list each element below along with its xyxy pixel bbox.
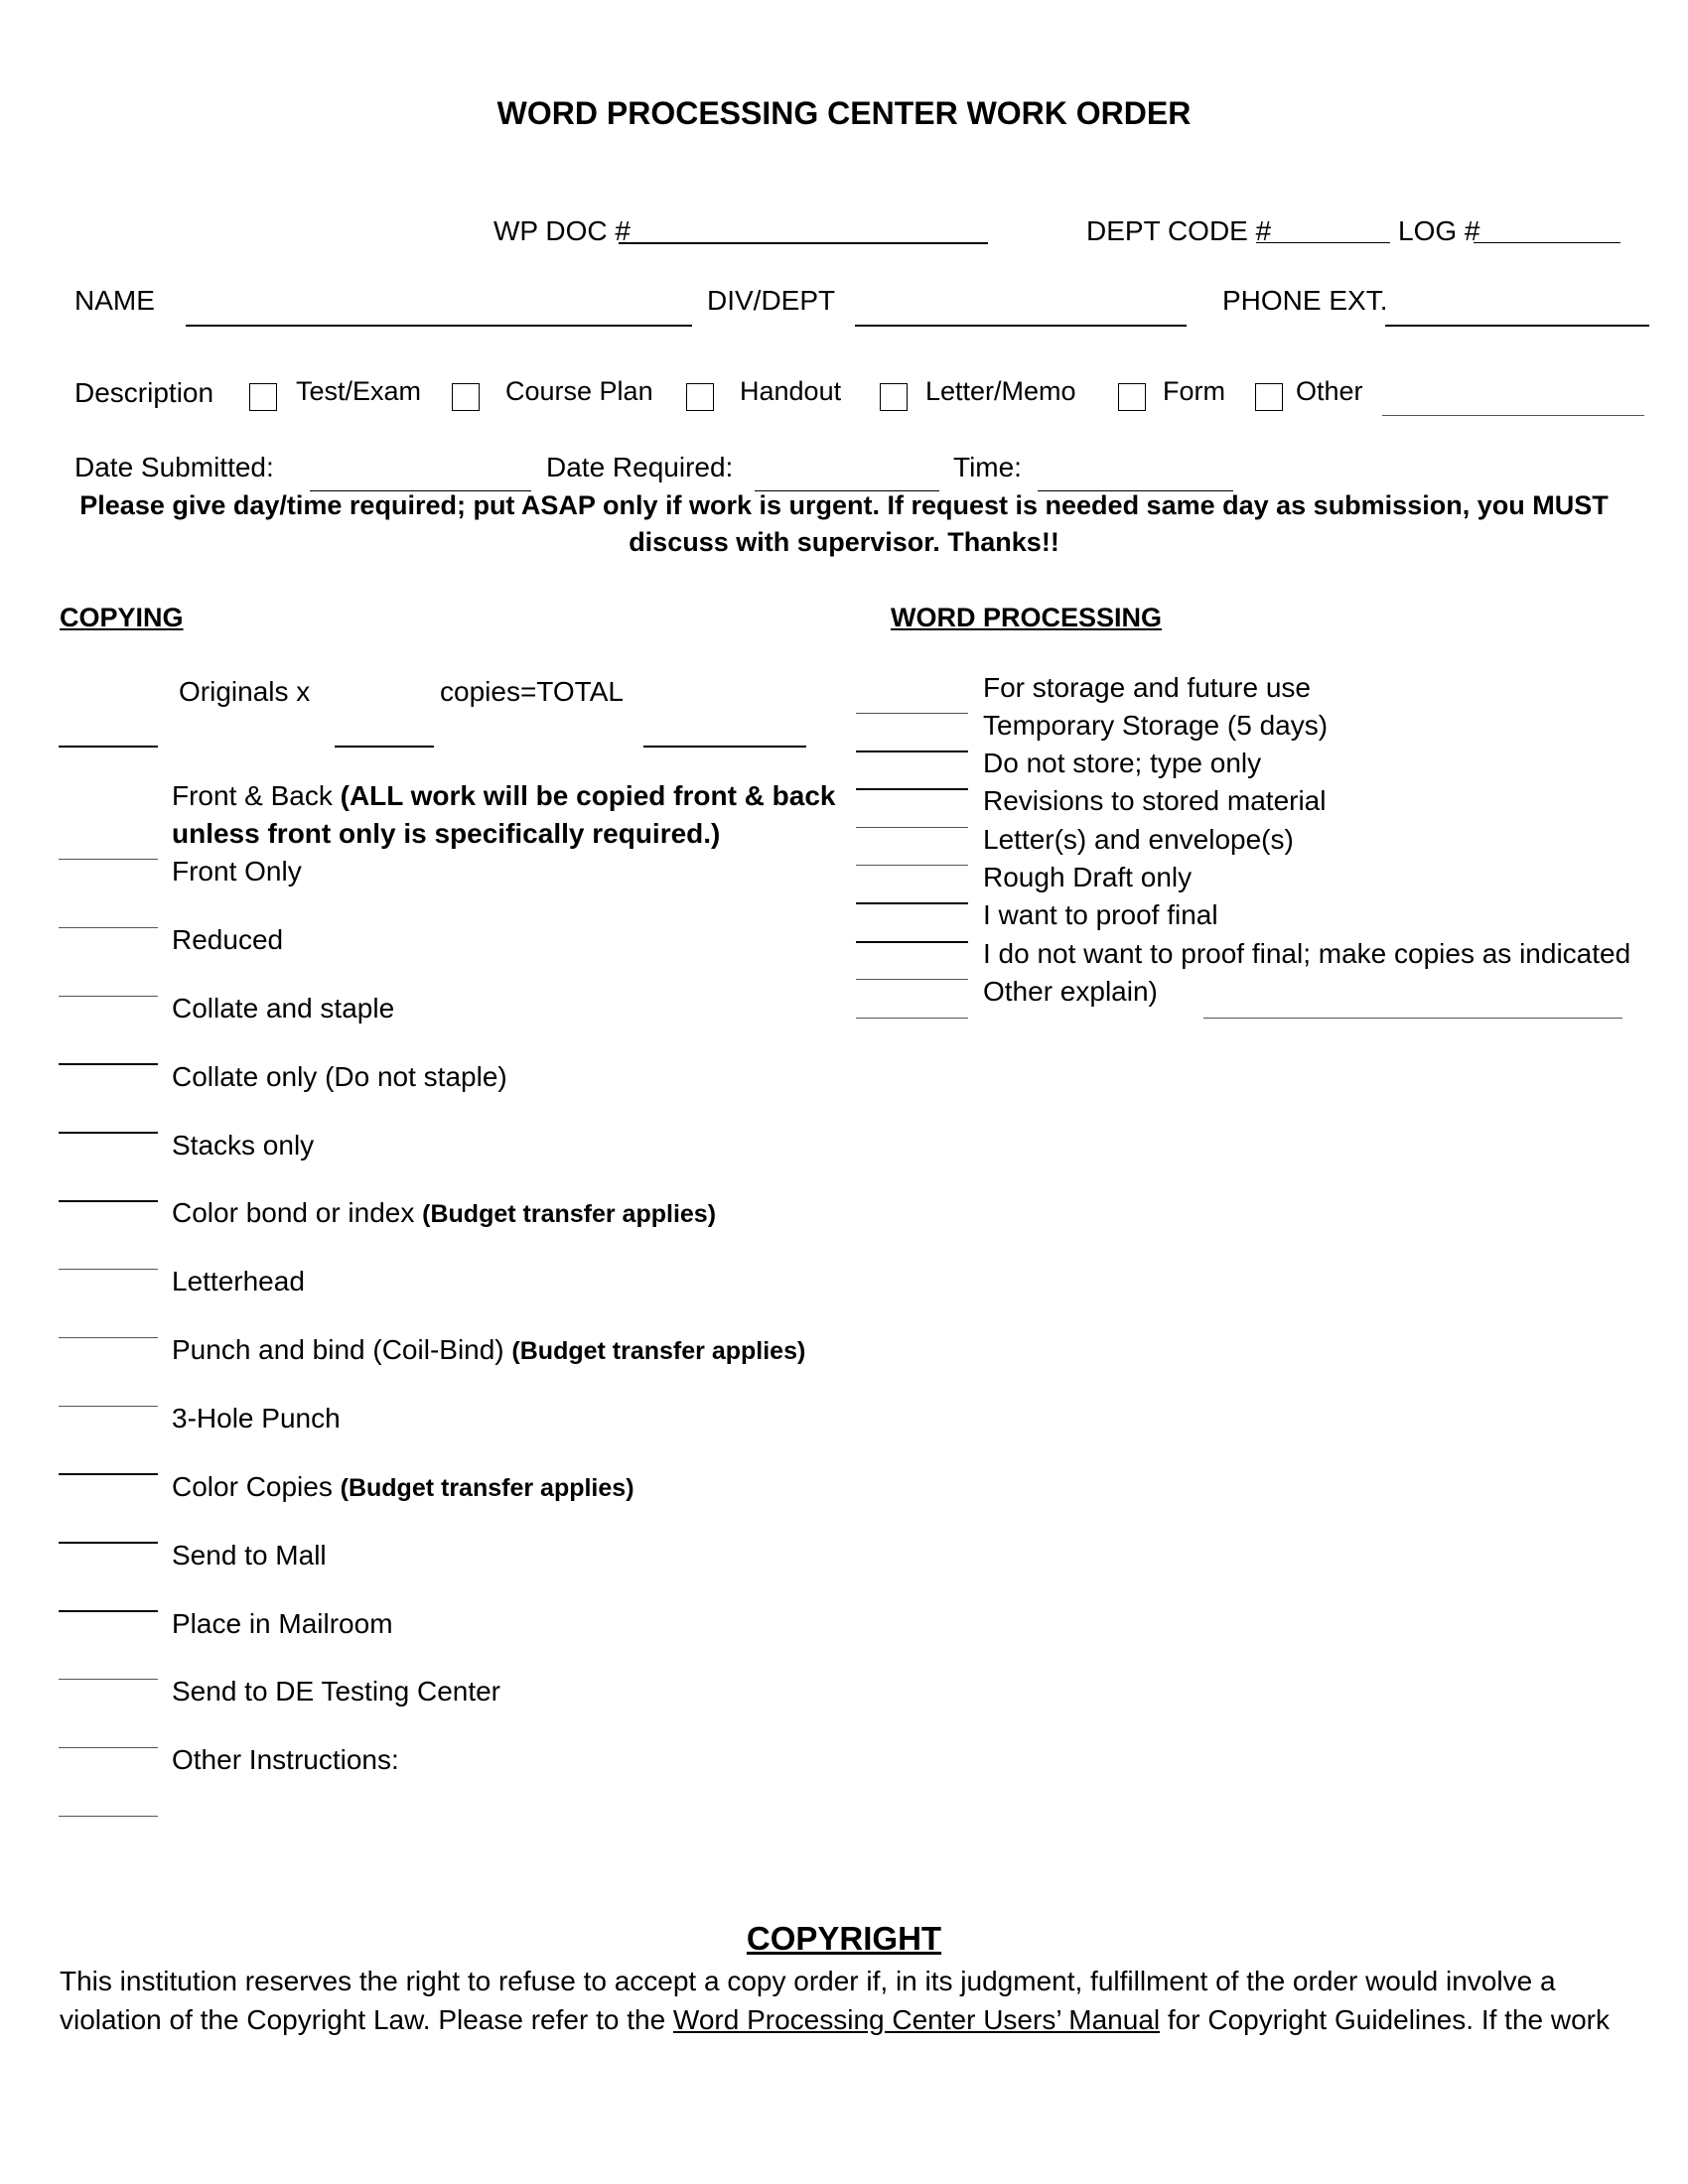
list-item: Revisions to stored material <box>983 785 1327 816</box>
letterhead-field[interactable] <box>59 1337 158 1338</box>
other-instructions-field[interactable] <box>59 1816 158 1817</box>
list-item: Do not store; type only <box>983 748 1262 778</box>
option-form: Form <box>1163 376 1225 406</box>
list-item: Punch and bind (Coil-Bind) (Budget transfer applies) <box>172 1334 806 1365</box>
originals-label: Originals x <box>179 676 311 707</box>
notice-line-2: discuss with supervisor. Thanks!! <box>629 527 1059 557</box>
proof-final-field[interactable] <box>856 941 968 943</box>
dept-code-field[interactable] <box>1256 242 1390 243</box>
list-item: Rough Draft only <box>983 862 1193 892</box>
list-item: Letter(s) and envelope(s) <box>983 824 1294 855</box>
list-item: I want to proof final <box>983 899 1218 930</box>
front-back-note: unless front only is specifically required.) <box>172 818 721 849</box>
name-field[interactable] <box>186 325 692 327</box>
do-not-store-field[interactable] <box>856 788 968 790</box>
other-explain-text-field[interactable] <box>1203 1018 1622 1019</box>
copying-heading: COPYING <box>60 603 184 632</box>
list-item: Temporary Storage (5 days) <box>983 710 1329 741</box>
de-testing-field[interactable] <box>59 1747 158 1748</box>
hole-punch-field[interactable] <box>59 1473 158 1475</box>
copies-field[interactable] <box>335 746 434 748</box>
list-item: Send to Mall <box>172 1540 327 1570</box>
list-item: Other Instructions: <box>172 1744 399 1775</box>
time-label: Time: <box>953 452 1022 482</box>
date-submitted-label: Date Submitted: <box>74 452 274 482</box>
dept-code-label: DEPT CODE # <box>1086 215 1272 246</box>
phone-ext-field[interactable] <box>1385 325 1649 327</box>
list-item: For storage and future use <box>983 672 1311 703</box>
list-item: 3-Hole Punch <box>172 1403 341 1433</box>
checkbox-handout[interactable] <box>686 383 714 411</box>
copies-total-label: copies=TOTAL <box>440 676 624 707</box>
list-item: Color bond or index (Budget transfer applies) <box>172 1197 717 1228</box>
copyright-line-2: violation of the Copyright Law. Please refer to the Word Processing Center Users’ Manual for Copyright Guidelines. If the work <box>60 2004 1610 2035</box>
stacks-only-field[interactable] <box>59 1200 158 1202</box>
other-explain-field[interactable] <box>856 1018 968 1019</box>
phone-ext-label: PHONE EXT. <box>1222 285 1388 316</box>
checkbox-letter-memo[interactable] <box>880 383 908 411</box>
option-handout: Handout <box>740 376 842 406</box>
page-title: WORD PROCESSING CENTER WORK ORDER <box>496 95 1192 131</box>
log-field[interactable] <box>1474 242 1620 243</box>
color-copies-field[interactable] <box>59 1542 158 1544</box>
list-item: Color Copies (Budget transfer applies) <box>172 1471 634 1502</box>
list-item: Place in Mailroom <box>172 1608 393 1639</box>
option-other: Other <box>1296 376 1363 406</box>
reduced-field[interactable] <box>59 996 158 997</box>
list-item: Send to DE Testing Center <box>172 1676 501 1706</box>
originals-field[interactable] <box>59 746 158 748</box>
option-course-plan: Course Plan <box>505 376 653 406</box>
word-processing-heading: WORD PROCESSING <box>891 603 1163 632</box>
collate-staple-field[interactable] <box>59 1063 158 1065</box>
list-item: I do not want to proof final; make copies as indicated <box>983 938 1631 969</box>
div-dept-field[interactable] <box>855 325 1187 327</box>
checkbox-other[interactable] <box>1255 383 1283 411</box>
color-bond-field[interactable] <box>59 1269 158 1270</box>
storage-future-field[interactable] <box>856 713 968 714</box>
wp-doc-field[interactable] <box>619 242 988 244</box>
name-label: NAME <box>74 285 155 316</box>
wp-doc-label: WP DOC # <box>493 215 631 246</box>
letter-envelope-field[interactable] <box>856 865 968 866</box>
list-item: Stacks only <box>172 1130 315 1160</box>
option-test-exam: Test/Exam <box>296 376 422 406</box>
date-required-label: Date Required: <box>546 452 734 482</box>
users-manual-link[interactable]: Word Processing Center Users’ Manual <box>672 2004 1161 2035</box>
div-dept-label: DIV/DEPT <box>707 285 836 316</box>
revisions-field[interactable] <box>856 827 968 828</box>
list-item: Collate and staple <box>172 993 395 1024</box>
option-letter-memo: Letter/Memo <box>925 376 1076 406</box>
list-item: Collate only (Do not staple) <box>172 1061 507 1092</box>
mailroom-field[interactable] <box>59 1679 158 1680</box>
list-item: Other explain) <box>983 976 1158 1007</box>
checkbox-test-exam[interactable] <box>249 383 277 411</box>
front-back-field[interactable] <box>59 859 158 860</box>
list-item: Letterhead <box>172 1266 305 1297</box>
copyright-heading: COPYRIGHT <box>746 1920 942 1957</box>
front-back-option: Front & Back (ALL work will be copied front & back <box>172 780 836 811</box>
log-label: LOG # <box>1398 215 1480 246</box>
no-proof-field[interactable] <box>856 979 968 980</box>
checkbox-form[interactable] <box>1118 383 1146 411</box>
description-label: Description <box>74 377 214 408</box>
list-item: Reduced <box>172 924 284 955</box>
punch-bind-field[interactable] <box>59 1406 158 1407</box>
notice-line-1: Please give day/time required; put ASAP only if work is urgent. If request is needed same day as submission, you MUST <box>79 490 1609 520</box>
collate-only-field[interactable] <box>59 1132 158 1134</box>
rough-draft-field[interactable] <box>856 902 968 904</box>
front-only-option: Front Only <box>172 856 302 887</box>
copyright-line-1: This institution reserves the right to refuse to accept a copy order if, in its judgment, fulfillment of the order would involve a <box>60 1966 1556 1996</box>
checkbox-course-plan[interactable] <box>452 383 480 411</box>
other-description-field[interactable] <box>1382 415 1644 416</box>
send-to-mall-field[interactable] <box>59 1610 158 1612</box>
total-field[interactable] <box>643 746 806 748</box>
front-only-field[interactable] <box>59 927 158 928</box>
temporary-storage-field[interactable] <box>856 751 968 752</box>
